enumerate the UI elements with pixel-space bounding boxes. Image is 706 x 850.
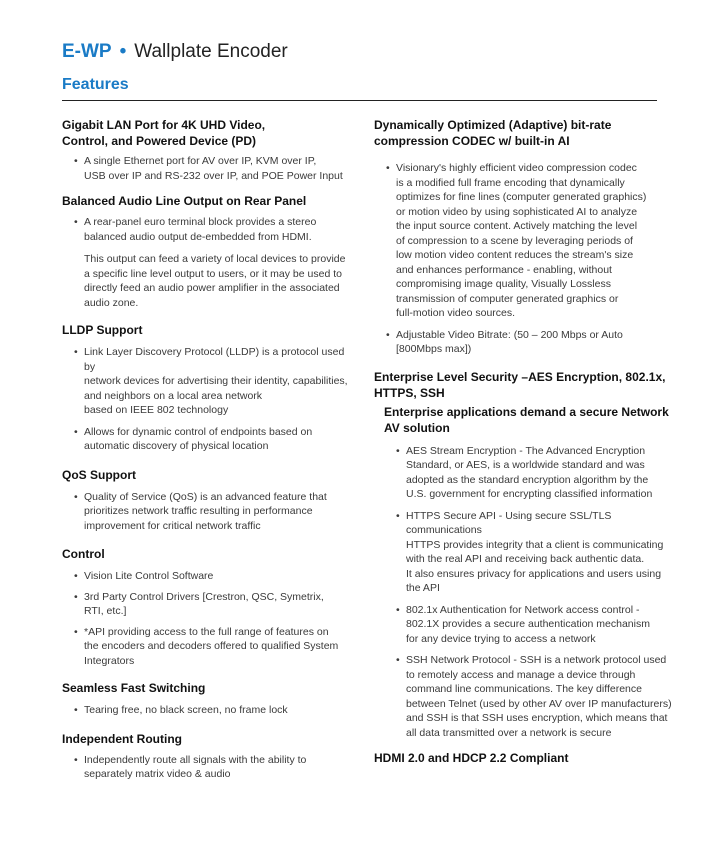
section-heading: LLDP Support: [62, 323, 143, 337]
bullet-list: [374, 444, 680, 741]
list-item: [62, 590, 358, 619]
title-separator: •: [119, 41, 127, 62]
bullet-icon: •: [74, 490, 78, 503]
bullet-icon: •: [396, 603, 400, 616]
list-item: [62, 490, 358, 534]
item-line: Independently route all signals with the ability to: [84, 753, 307, 766]
item-line: and neighbors on a local area network: [84, 389, 263, 402]
bullet-list: [62, 345, 358, 454]
bullet-icon: •: [74, 704, 78, 716]
item-line: based on IEEE 802 technology: [84, 404, 229, 416]
item-line: to remotely access and manage a device through: [406, 668, 636, 681]
product-code: E-WP: [62, 41, 112, 62]
list-item: [62, 345, 358, 418]
bullet-icon: •: [396, 509, 400, 522]
heading-line: Dynamically Optimized (Adaptive) bit-rate: [374, 118, 612, 132]
section-heading: [374, 369, 680, 401]
section-heading: [374, 117, 680, 149]
item-line: the input source content. Actively matching the level: [396, 220, 638, 232]
item-line: RTI, etc.]: [84, 605, 127, 617]
item-line: USB over IP and RS-232 over IP, and POE Power Input: [84, 169, 343, 182]
section-heading: HDMI 2.0 and HDCP 2.2 Compliant: [374, 751, 569, 765]
list-item: [384, 603, 680, 647]
list-item: [374, 161, 680, 321]
bullet-icon: •: [396, 654, 400, 666]
list-item: [62, 569, 358, 584]
item-line: automatic discovery of physical location: [84, 440, 269, 452]
bullet-icon: •: [74, 155, 78, 167]
section-heading: Control: [62, 547, 105, 561]
section-lldp: [62, 322, 358, 454]
section-enterprise-security: [374, 369, 680, 741]
list-item: [62, 425, 358, 454]
subheading-line: Enterprise applications demand a secure Network: [384, 404, 669, 419]
item-line: Link Layer Discovery Protocol (LLDP) is a protocol used by: [84, 346, 345, 373]
audio-paragraph: [62, 252, 358, 310]
item-line: the API: [406, 582, 440, 594]
item-line: is a modified full frame encoding that dynamically: [396, 176, 625, 189]
bullet-icon: •: [74, 570, 78, 582]
item-line: network devices for advertising their identity, capabilities,: [84, 375, 348, 387]
heading-line: Enterprise Level Security –AES Encryption, 802.1x,: [374, 369, 666, 384]
section-hdmi-hdcp: [374, 750, 680, 766]
section-heading: [62, 117, 358, 149]
bullet-icon: •: [74, 590, 78, 603]
section-subheading: [384, 404, 680, 436]
bullet-list: [62, 490, 358, 534]
section-adaptive-codec: [374, 117, 680, 357]
item-line: A rear-panel euro terminal block provides a stereo: [84, 216, 317, 228]
item-line: balanced audio output de-embedded from HDMI.: [84, 230, 312, 243]
para-line: This output can feed a variety of local devices to provide: [84, 253, 346, 265]
item-line: transmission of computer generated graphics or: [396, 292, 619, 305]
item-line: A single Ethernet port for AV over IP, KVM over IP,: [84, 155, 317, 167]
list-item: [62, 703, 358, 718]
heading-line: HTTPS, SSH: [374, 385, 445, 400]
item-line: between Telnet (used by other AV over IP manufacturers): [406, 697, 672, 710]
item-line: and SSH is that SSH uses encryption, which means that: [406, 712, 668, 724]
item-line: with the real API and receiving back authentic data.: [406, 553, 645, 565]
item-line: of compression to a scene by leveraging periods of: [396, 234, 633, 247]
section-heading: QoS Support: [62, 467, 136, 482]
item-line: for any device trying to access a network: [406, 632, 596, 645]
bullet-icon: •: [74, 216, 78, 228]
bullet-list: [374, 161, 680, 357]
item-line: Integrators: [84, 654, 135, 667]
bullet-icon: •: [396, 444, 400, 457]
item-line: and enhances performance - enabling, without: [396, 263, 612, 276]
bullet-list: [62, 569, 358, 668]
item-line: HTTPS provides integrity that a client is communicating: [406, 538, 664, 551]
section-qos: [62, 467, 358, 534]
list-item: [374, 328, 680, 357]
section-control: [62, 546, 358, 668]
para-line: a specific line level output to users, or it may be used to: [84, 267, 342, 280]
item-line: Vision Lite Control Software: [84, 570, 214, 582]
heading-line: Gigabit LAN Port for 4K UHD Video,: [62, 118, 266, 132]
item-line: Adjustable Video Bitrate: (50 – 200 Mbps or Auto: [396, 328, 623, 341]
list-item: [384, 509, 680, 596]
item-line: the encoders and decoders offered to qualified System: [84, 640, 339, 652]
section-heading: Balanced Audio Line Output on Rear Panel: [62, 194, 307, 208]
para-line: directly feed an audio power amplifier in the associated: [84, 282, 340, 294]
bullet-icon: •: [74, 346, 78, 358]
product-name: Wallplate Encoder: [134, 41, 288, 62]
bullet-list: [62, 703, 358, 718]
item-line: 802.1X provides a secure authentication mechanism: [406, 618, 650, 630]
item-line: separately matrix video & audio: [84, 768, 231, 780]
section-gigabit-lan: [62, 117, 358, 183]
item-line: improvement for critical network traffic: [84, 519, 261, 532]
item-line: *API providing access to the full range of features on: [84, 625, 329, 638]
item-line: all data transmitted over a network is secure: [406, 726, 612, 739]
bullet-list: [62, 154, 358, 183]
section-heading: Seamless Fast Switching: [62, 681, 206, 695]
item-line: Visionary's highly efficient video compression codec: [396, 162, 637, 174]
item-line: Quality of Service (QoS) is an advanced feature that: [84, 490, 327, 503]
left-column: [62, 117, 358, 782]
bullet-icon: •: [74, 753, 78, 766]
section-seamless-switching: [62, 680, 358, 718]
heading-line: compression CODEC w/ built-in AI: [374, 134, 570, 148]
right-column: [374, 117, 680, 766]
bullet-list: [62, 753, 358, 782]
list-item: [384, 653, 680, 740]
section-heading: Independent Routing: [62, 731, 182, 746]
item-line: optimizes for fine lines (computer generated graphics): [396, 191, 647, 203]
item-line: AES Stream Encryption - The Advanced Encryption: [406, 444, 646, 457]
features-heading: Features: [62, 76, 129, 93]
item-line: prioritizes network traffic resulting in performance: [84, 505, 313, 517]
item-line: compromising image quality, Visually Lossless: [396, 278, 611, 290]
item-line: SSH Network Protocol - SSH is a network protocol used: [406, 654, 667, 666]
item-line: HTTPS Secure API - Using secure SSL/TLS communications: [406, 509, 612, 536]
section-balanced-audio: [62, 193, 358, 310]
heading-line: Control, and Powered Device (PD): [62, 134, 257, 148]
bullet-icon: •: [74, 425, 78, 438]
item-line: [800Mbps max]): [396, 343, 472, 355]
header-divider: [62, 100, 657, 101]
list-item: [62, 753, 358, 782]
item-line: command line communications. The key difference: [406, 683, 642, 695]
item-line: Allows for dynamic control of endpoints based on: [84, 425, 313, 438]
bullet-list: [62, 215, 358, 244]
bullet-icon: •: [386, 162, 390, 174]
section-independent-routing: [62, 731, 358, 782]
bullet-icon: •: [74, 625, 78, 638]
item-line: 3rd Party Control Drivers [Crestron, QSC, Symetrix,: [84, 590, 324, 603]
item-line: It also ensures privacy for applications and users using: [406, 567, 662, 580]
document-title: [62, 40, 288, 64]
item-line: Tearing free, no black screen, no frame lock: [84, 704, 288, 716]
item-line: or motion video by using sophisticated AI to analyze: [396, 205, 638, 218]
item-line: full-motion video sources.: [396, 307, 516, 319]
subheading-line: AV solution: [384, 420, 450, 435]
item-line: low motion video content reduces the stream's size: [396, 249, 634, 261]
list-item: [62, 154, 358, 183]
item-line: Standard, or AES, is a worldwide standard and was: [406, 459, 645, 471]
item-line: adopted as the standard encryption algorithm by the: [406, 473, 649, 486]
list-item: [62, 215, 358, 244]
bullet-icon: •: [386, 328, 390, 341]
para-line: audio zone.: [84, 296, 139, 309]
item-line: 802.1x Authentication for Network access control -: [406, 603, 640, 616]
list-item: [62, 625, 358, 669]
item-line: U.S. government for encrypting classified information: [406, 488, 653, 500]
list-item: [384, 444, 680, 502]
